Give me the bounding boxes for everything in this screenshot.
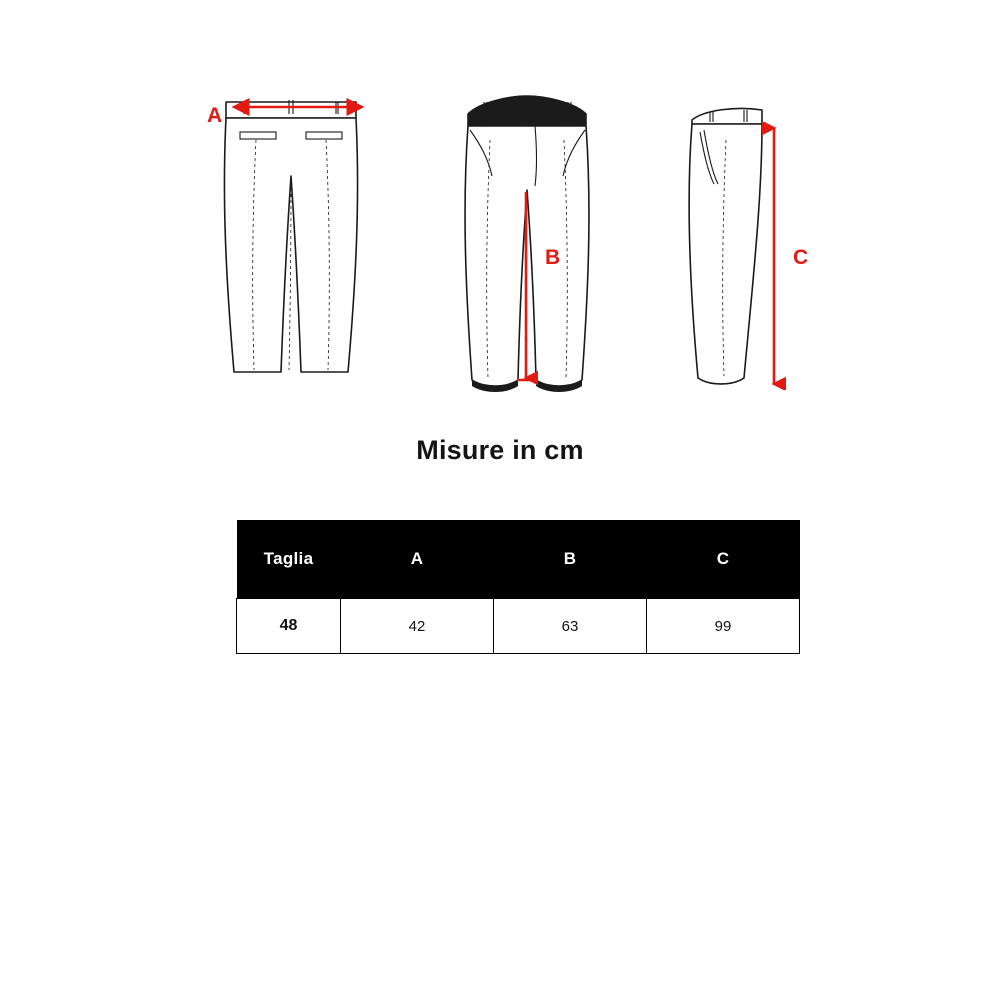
cell-b: 63 (494, 599, 647, 654)
dimension-arrow-a (228, 96, 368, 118)
header-taglia: Taglia (237, 520, 341, 599)
cell-a: 42 (341, 599, 494, 654)
marker-label-b: B (545, 246, 561, 269)
trousers-back-illustration (196, 80, 386, 400)
cell-c: 99 (647, 599, 800, 654)
marker-label-a: A (207, 104, 223, 127)
header-b: B (494, 520, 647, 599)
dimension-arrow-b (514, 188, 538, 388)
size-table-head (237, 520, 800, 599)
table-header-row (237, 520, 800, 599)
header-c: C (647, 520, 800, 599)
marker-label-c: C (793, 246, 809, 269)
table-row (237, 599, 800, 654)
measurements-caption: Misure in cm (416, 435, 584, 465)
garment-illustrations (0, 0, 1000, 420)
dimension-arrow-c (762, 122, 786, 390)
cell-size: 48 (237, 599, 341, 654)
size-table (236, 520, 800, 654)
header-a: A (341, 520, 494, 599)
size-table-wrapper (236, 520, 792, 654)
size-table-body (237, 599, 800, 654)
